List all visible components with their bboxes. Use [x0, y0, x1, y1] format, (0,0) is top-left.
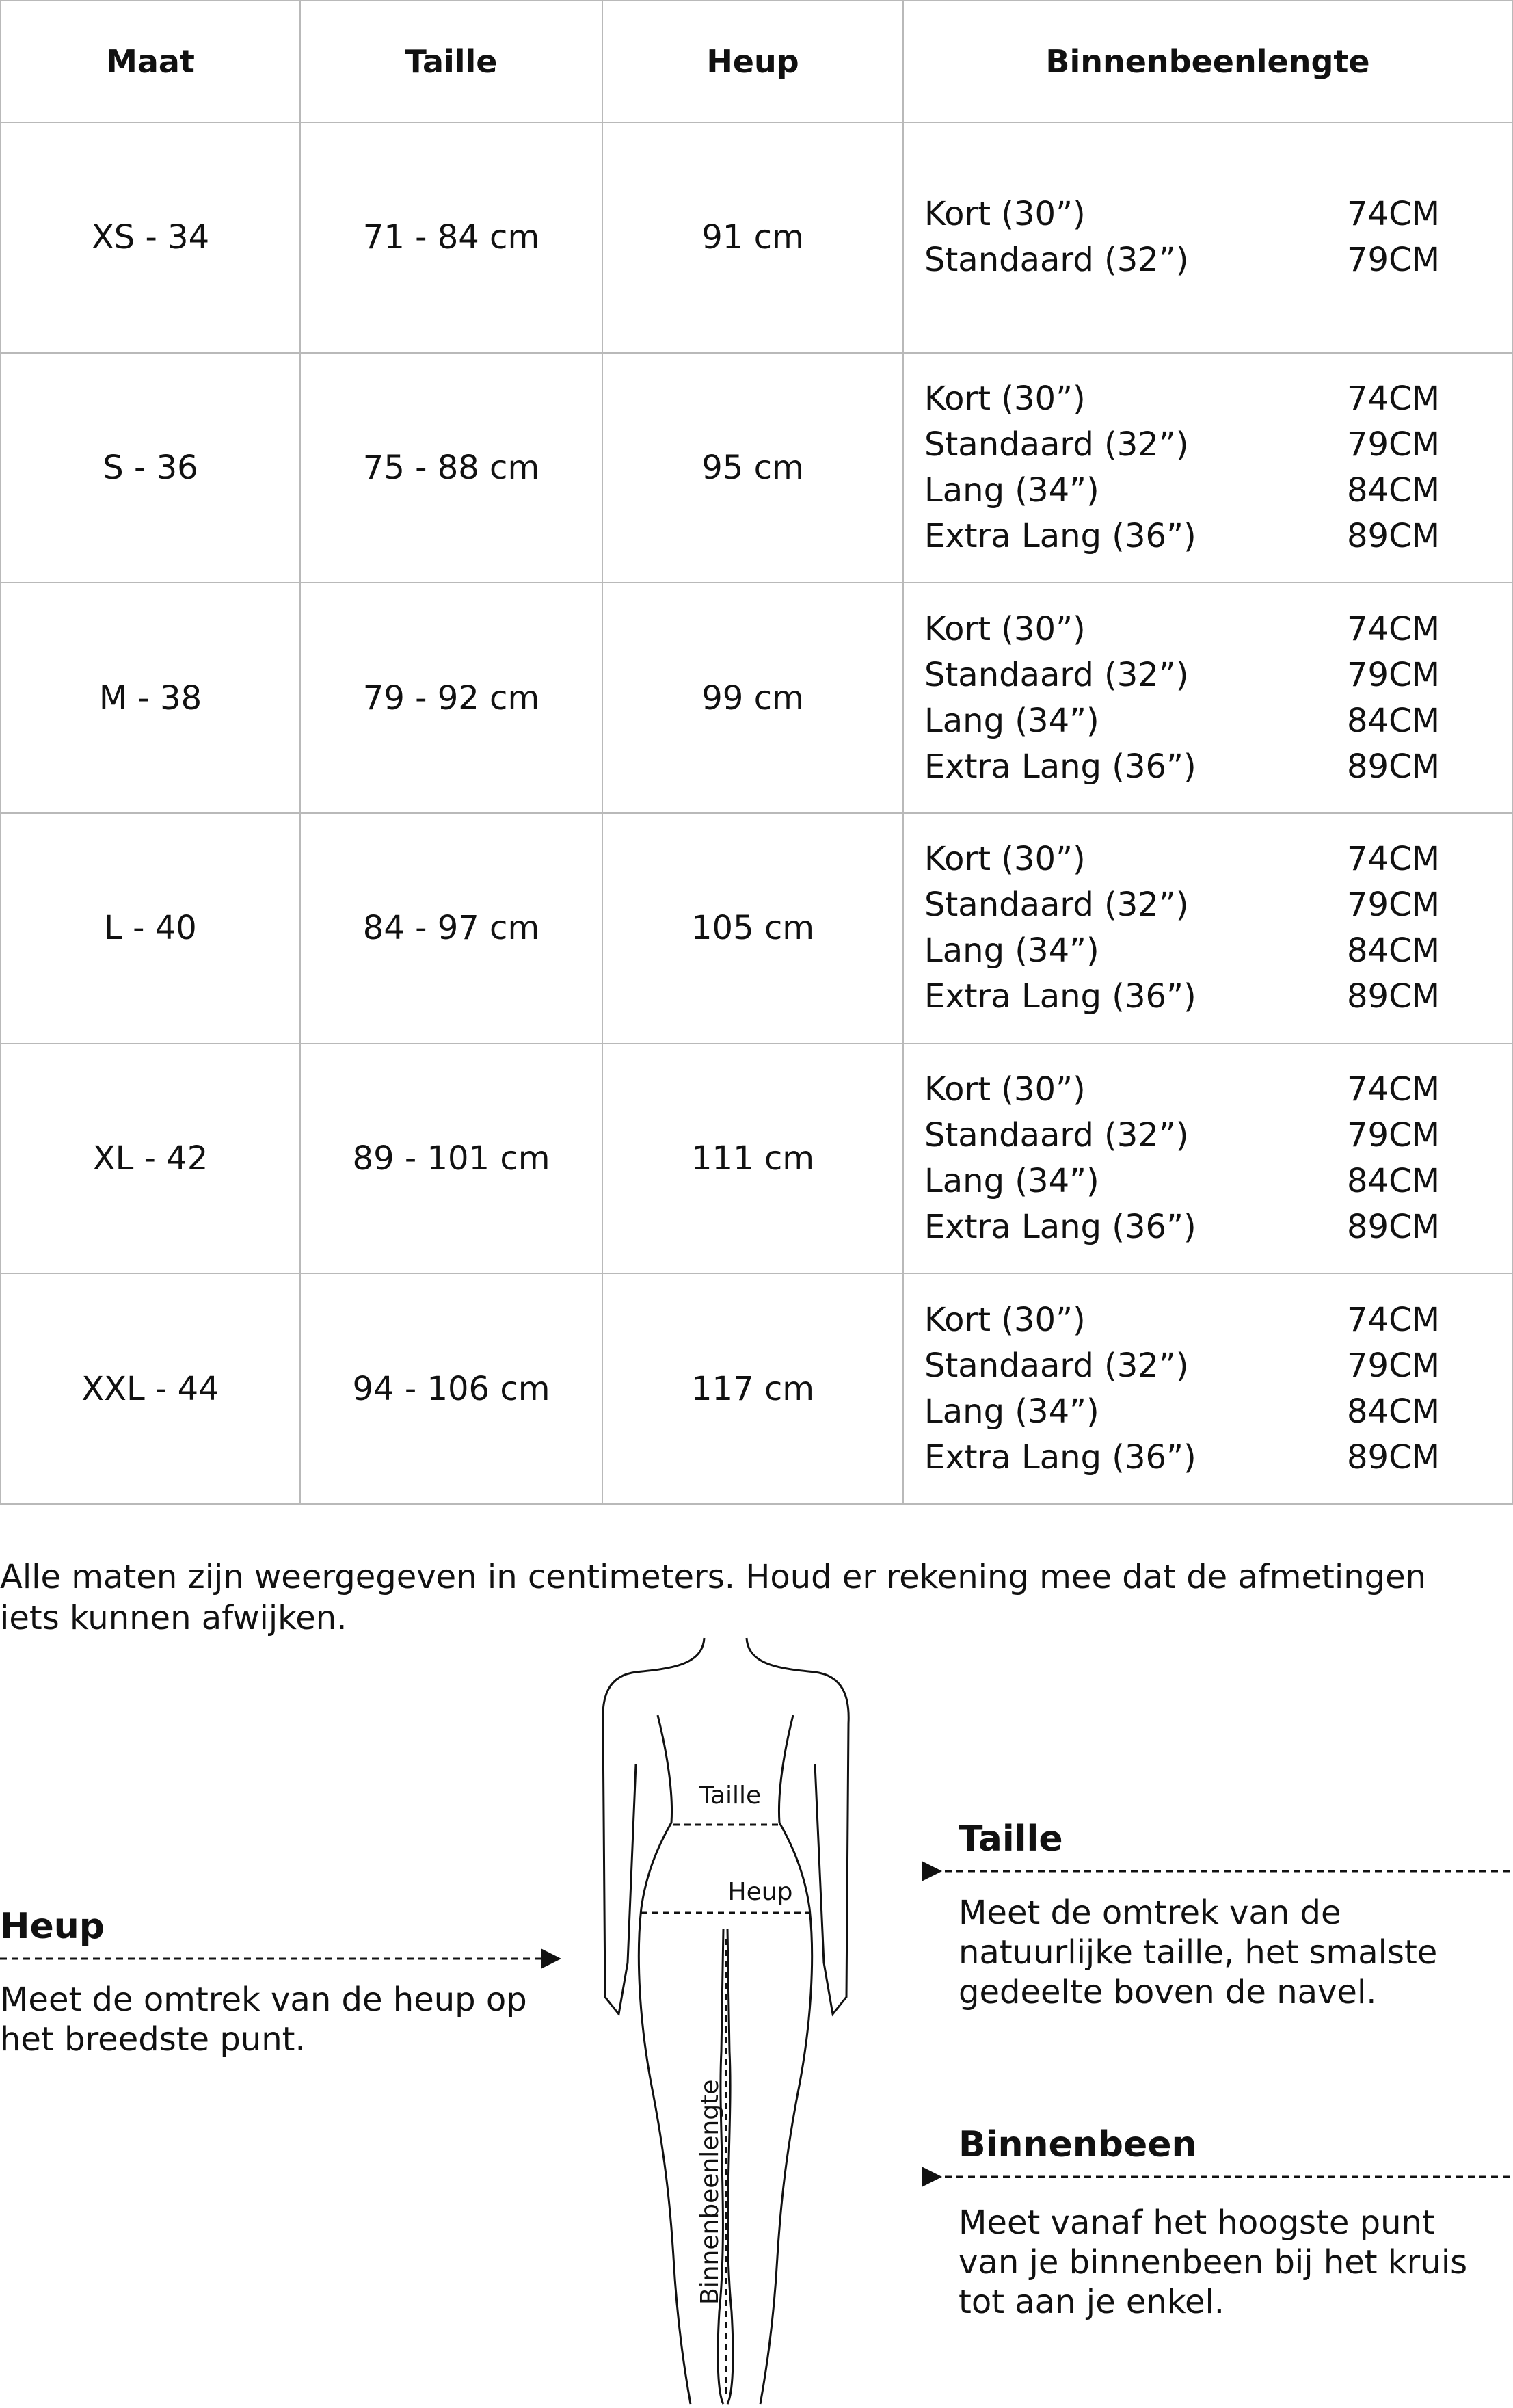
- inseam-item: [924, 1297, 1512, 1343]
- inseam-label: Lang (34”): [924, 701, 1099, 740]
- inseam-label: Kort (30”): [924, 1300, 1086, 1339]
- inseam-item: [924, 1204, 1512, 1250]
- table-row: [1, 1273, 1512, 1504]
- cell-maat: M - 38: [1, 583, 300, 813]
- inseam-value: 79CM: [1347, 1346, 1441, 1385]
- inseam-label: Standaard (32”): [924, 1346, 1189, 1385]
- inseam-item: [924, 237, 1512, 283]
- inseam-value: 84CM: [1347, 471, 1441, 510]
- inseam-value: 89CM: [1347, 977, 1441, 1016]
- header-taille: Taille: [300, 1, 602, 122]
- cell-binnenbeenlengte: [903, 353, 1512, 583]
- inseam-list: [904, 1297, 1512, 1481]
- cell-heup: 105 cm: [602, 813, 903, 1044]
- cell-binnenbeenlengte: [903, 1273, 1512, 1504]
- cell-taille: 89 - 101 cm: [300, 1044, 602, 1274]
- inseam-value: 74CM: [1347, 840, 1441, 879]
- inseam-value: 79CM: [1347, 241, 1441, 280]
- heup-description: Meet de omtrek van de heup op het breedste punt.: [0, 1981, 527, 2059]
- inseam-value: 89CM: [1347, 1438, 1441, 1477]
- inseam-label: Extra Lang (36”): [924, 747, 1196, 786]
- inseam-value: 74CM: [1347, 609, 1441, 648]
- inseam-label: Standaard (32”): [924, 425, 1189, 464]
- inseam-list: [904, 376, 1512, 559]
- cell-taille: 79 - 92 cm: [300, 583, 602, 813]
- inseam-item: [924, 376, 1512, 422]
- inseam-item: [924, 1067, 1512, 1113]
- inseam-item: [924, 1159, 1512, 1204]
- cell-binnenbeenlengte: [903, 122, 1512, 353]
- inseam-label: Kort (30”): [924, 840, 1086, 879]
- inseam-label: Lang (34”): [924, 931, 1099, 970]
- inseam-label: Lang (34”): [924, 1161, 1099, 1200]
- header-row: [1, 1, 1512, 122]
- inseam-item: [924, 1113, 1512, 1159]
- header-maat: Maat: [1, 1, 300, 122]
- cell-maat: XXL - 44: [1, 1273, 300, 1504]
- inseam-value: 74CM: [1347, 379, 1441, 418]
- inseam-item: [924, 1343, 1512, 1389]
- inseam-value: 79CM: [1347, 655, 1441, 694]
- inseam-item: [924, 514, 1512, 559]
- cell-taille: 94 - 106 cm: [300, 1273, 602, 1504]
- inseam-list: [904, 836, 1512, 1020]
- cell-binnenbeenlengte: [903, 1044, 1512, 1274]
- cell-maat: L - 40: [1, 813, 300, 1044]
- inseam-item: [924, 974, 1512, 1020]
- table-row: [1, 122, 1512, 353]
- cell-heup: 95 cm: [602, 353, 903, 583]
- table-row: [1, 813, 1512, 1044]
- inseam-item: [924, 607, 1512, 652]
- taille-description: Meet de omtrek van de natuurlijke taille, het smalste gedeelte boven de navel.: [959, 1894, 1438, 2011]
- inseam-value: 84CM: [1347, 701, 1441, 740]
- inseam-label: Standaard (32”): [924, 655, 1189, 694]
- cell-maat: S - 36: [1, 353, 300, 583]
- inseam-label: Extra Lang (36”): [924, 516, 1196, 555]
- inseam-item: [924, 882, 1512, 928]
- measurement-note: Alle maten zijn weergegeven in centimeters. Houd er rekening mee dat de afmetingen iets kunnen afwijken.: [0, 1558, 1427, 1637]
- cell-binnenbeenlengte: [903, 583, 1512, 813]
- inseam-value: 74CM: [1347, 195, 1441, 234]
- inseam-item: [924, 698, 1512, 744]
- table-row: [1, 583, 1512, 813]
- cell-taille: 71 - 84 cm: [300, 122, 602, 353]
- inseam-value: 74CM: [1347, 1070, 1441, 1109]
- inseam-value: 89CM: [1347, 1207, 1441, 1246]
- inseam-item: [924, 928, 1512, 974]
- inseam-label: Kort (30”): [924, 379, 1086, 418]
- binnenbeen-title: Binnenbeen: [959, 2124, 1197, 2165]
- inseam-value: 89CM: [1347, 516, 1441, 555]
- inseam-label: Extra Lang (36”): [924, 1207, 1196, 1246]
- inseam-list: [904, 607, 1512, 790]
- figure-label-binnenbeenlengte: Binnenbeenlengte: [696, 2079, 724, 2305]
- figure-label-heup: Heup: [727, 1878, 793, 1906]
- inseam-item: [924, 191, 1512, 237]
- table-row: [1, 353, 1512, 583]
- inseam-item: [924, 836, 1512, 882]
- inseam-value: 84CM: [1347, 1392, 1441, 1431]
- inseam-list: [904, 1067, 1512, 1250]
- inseam-value: 84CM: [1347, 931, 1441, 970]
- inseam-label: Standaard (32”): [924, 241, 1189, 280]
- inseam-label: Standaard (32”): [924, 1115, 1189, 1154]
- inseam-label: Lang (34”): [924, 471, 1099, 510]
- taille-title: Taille: [959, 1818, 1063, 1860]
- inseam-label: Lang (34”): [924, 1392, 1099, 1431]
- inseam-label: Extra Lang (36”): [924, 1438, 1196, 1477]
- header-binnenbeenlengte: Binnenbeenlengte: [903, 1, 1512, 122]
- heup-title: Heup: [0, 1906, 105, 1947]
- header-heup: Heup: [602, 1, 903, 122]
- table-row: [1, 1044, 1512, 1274]
- inseam-item: [924, 744, 1512, 790]
- inseam-value: 89CM: [1347, 747, 1441, 786]
- figure-label-taille: Taille: [699, 1782, 762, 1810]
- inseam-label: Extra Lang (36”): [924, 977, 1196, 1016]
- inseam-item: [924, 1435, 1512, 1481]
- cell-taille: 75 - 88 cm: [300, 353, 602, 583]
- binnenbeen-description: Meet vanaf het hoogste punt van je binnenbeen bij het kruis tot aan je enkel.: [959, 2204, 1468, 2321]
- inseam-value: 79CM: [1347, 1115, 1441, 1154]
- cell-taille: 84 - 97 cm: [300, 813, 602, 1044]
- inseam-label: Standaard (32”): [924, 886, 1189, 925]
- cell-maat: XL - 42: [1, 1044, 300, 1274]
- inseam-label: Kort (30”): [924, 1070, 1086, 1109]
- inseam-value: 79CM: [1347, 425, 1441, 464]
- cell-heup: 117 cm: [602, 1273, 903, 1504]
- inseam-label: Kort (30”): [924, 195, 1086, 234]
- cell-binnenbeenlengte: [903, 813, 1512, 1044]
- inseam-value: 74CM: [1347, 1300, 1441, 1339]
- inseam-list: [904, 191, 1512, 283]
- inseam-item: [924, 652, 1512, 698]
- inseam-value: 84CM: [1347, 1161, 1441, 1200]
- inseam-label: Kort (30”): [924, 609, 1086, 648]
- cell-maat: XS - 34: [1, 122, 300, 353]
- inseam-item: [924, 422, 1512, 468]
- inseam-value: 79CM: [1347, 886, 1441, 925]
- inseam-item: [924, 1389, 1512, 1435]
- cell-heup: 111 cm: [602, 1044, 903, 1274]
- cell-heup: 99 cm: [602, 583, 903, 813]
- cell-heup: 91 cm: [602, 122, 903, 353]
- inseam-item: [924, 468, 1512, 514]
